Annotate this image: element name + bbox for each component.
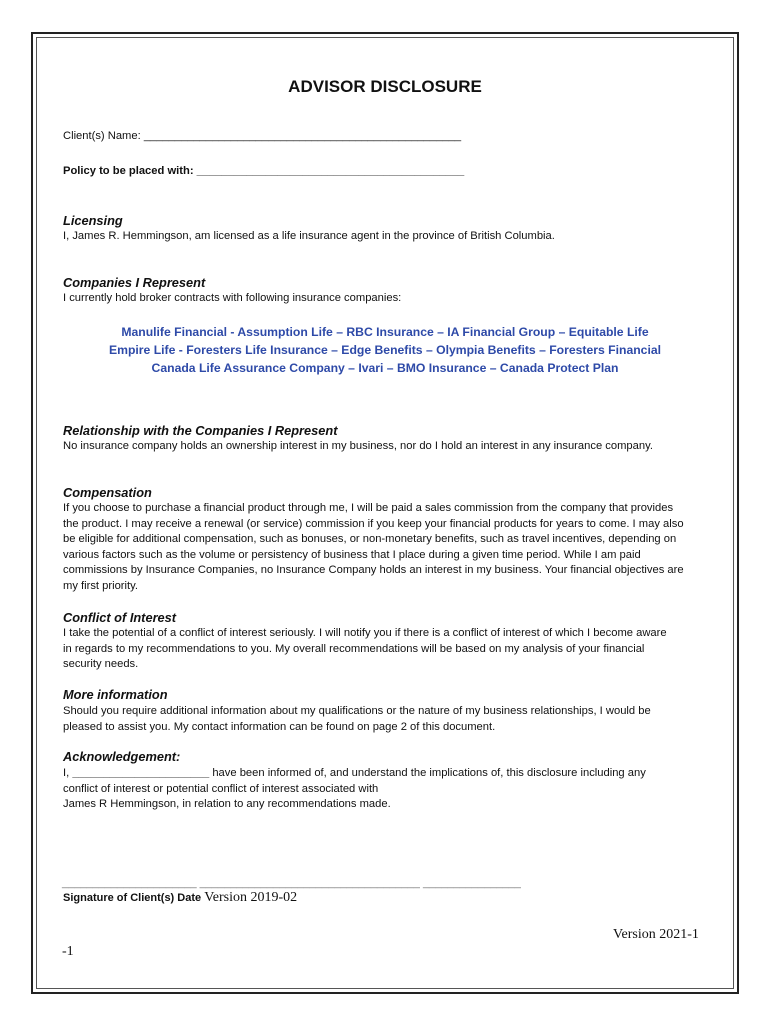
client-name-field: Client(s) Name: ___________________________________________________ — [63, 130, 462, 142]
acknowledgement-text — [63, 766, 646, 813]
more-info-heading: More information — [63, 687, 168, 702]
companies-list-line: Manulife Financial - Assumption Life – RBC Insurance – IA Financial Group – Equitable Life — [121, 325, 649, 339]
compensation-line: be eligible for additional compensation, such as bonuses, or non-monetary benefits, such as travel incentives, depending on — [63, 533, 677, 546]
signature-label-text: Signature of Client(s) Date — [63, 892, 205, 904]
companies-heading: Companies I Represent — [63, 275, 206, 290]
policy-field: Policy to be placed with: ___________________________________________ — [63, 165, 465, 177]
compensation-line: my first priority. — [63, 579, 138, 592]
acknowledgement-line: James R Hemmingson, in relation to any recommendations made. — [63, 798, 391, 811]
companies-list — [64, 323, 706, 377]
page-number: -1 — [62, 944, 74, 959]
compensation-line: commissions by Insurance Companies, no Insurance Company holds an interest in my business. Your financial objectives are — [63, 564, 684, 577]
companies-text: I currently hold broker contracts with following insurance companies: — [63, 292, 402, 304]
compensation-heading: Compensation — [63, 485, 152, 500]
page-title: ADVISOR DISCLOSURE — [288, 77, 482, 96]
conflict-line: I take the potential of a conflict of interest seriously. I will notify you if there is a conflict of interest of which I become aware — [63, 627, 667, 639]
signature-label — [63, 890, 297, 906]
acknowledgement-prefix: I, — [63, 767, 73, 779]
conflict-heading: Conflict of Interest — [63, 610, 177, 625]
more-info-text — [63, 704, 651, 735]
licensing-heading: Licensing — [63, 213, 123, 228]
inline-version: Version 2019-02 — [204, 890, 298, 905]
signature-lines: ______________________ ____________________________________ ________________ — [62, 877, 521, 889]
more-info-line: pleased to assist you. My contact information can be found on page 2 of this document. — [63, 720, 496, 733]
footer-version: Version 2021-1 — [613, 927, 699, 942]
compensation-line: various factors such as the volume or persistency of business that I place during a given time period. While I am paid — [63, 548, 641, 561]
acknowledgement-first-line — [63, 766, 646, 782]
conflict-line: in regards to my recommendations to you. My overall recommendations will be based on my analysis of your financial — [63, 642, 645, 655]
relationship-heading: Relationship with the Companies I Represent — [63, 423, 338, 438]
licensing-text: I, James R. Hemmingson, am licensed as a life insurance agent in the province of British Columbia. — [63, 230, 555, 242]
more-info-line: Should you require additional information about my qualifications or the nature of my business relationships, I would be — [63, 705, 651, 717]
companies-list-line: Canada Life Assurance Company – Ivari – BMO Insurance – Canada Protect Plan — [151, 361, 619, 375]
conflict-text — [63, 626, 667, 673]
acknowledgement-heading: Acknowledgement: — [63, 749, 181, 764]
acknowledgement-suffix: have been informed of, and understand the implications of, this disclosure including any — [209, 767, 646, 779]
acknowledgement-line: conflict of interest or potential conflict of interest associated with — [63, 782, 379, 795]
conflict-line: security needs. — [63, 658, 139, 671]
compensation-line: the product. I may receive a renewal (or service) commission if you keep your financial products for years to come. I may also — [63, 517, 684, 530]
companies-list-line: Empire Life - Foresters Life Insurance – Edge Benefits – Olympia Benefits – Foresters Financial — [109, 343, 661, 357]
compensation-line: If you choose to purchase a financial product through me, I will be paid a sales commission from the company that provides — [63, 502, 674, 514]
compensation-text — [63, 501, 684, 595]
relationship-text: No insurance company holds an ownership interest in my business, nor do I hold an interest in any insurance company. — [63, 440, 653, 452]
acknowledgement-name-blank: ______________________ — [72, 767, 210, 779]
